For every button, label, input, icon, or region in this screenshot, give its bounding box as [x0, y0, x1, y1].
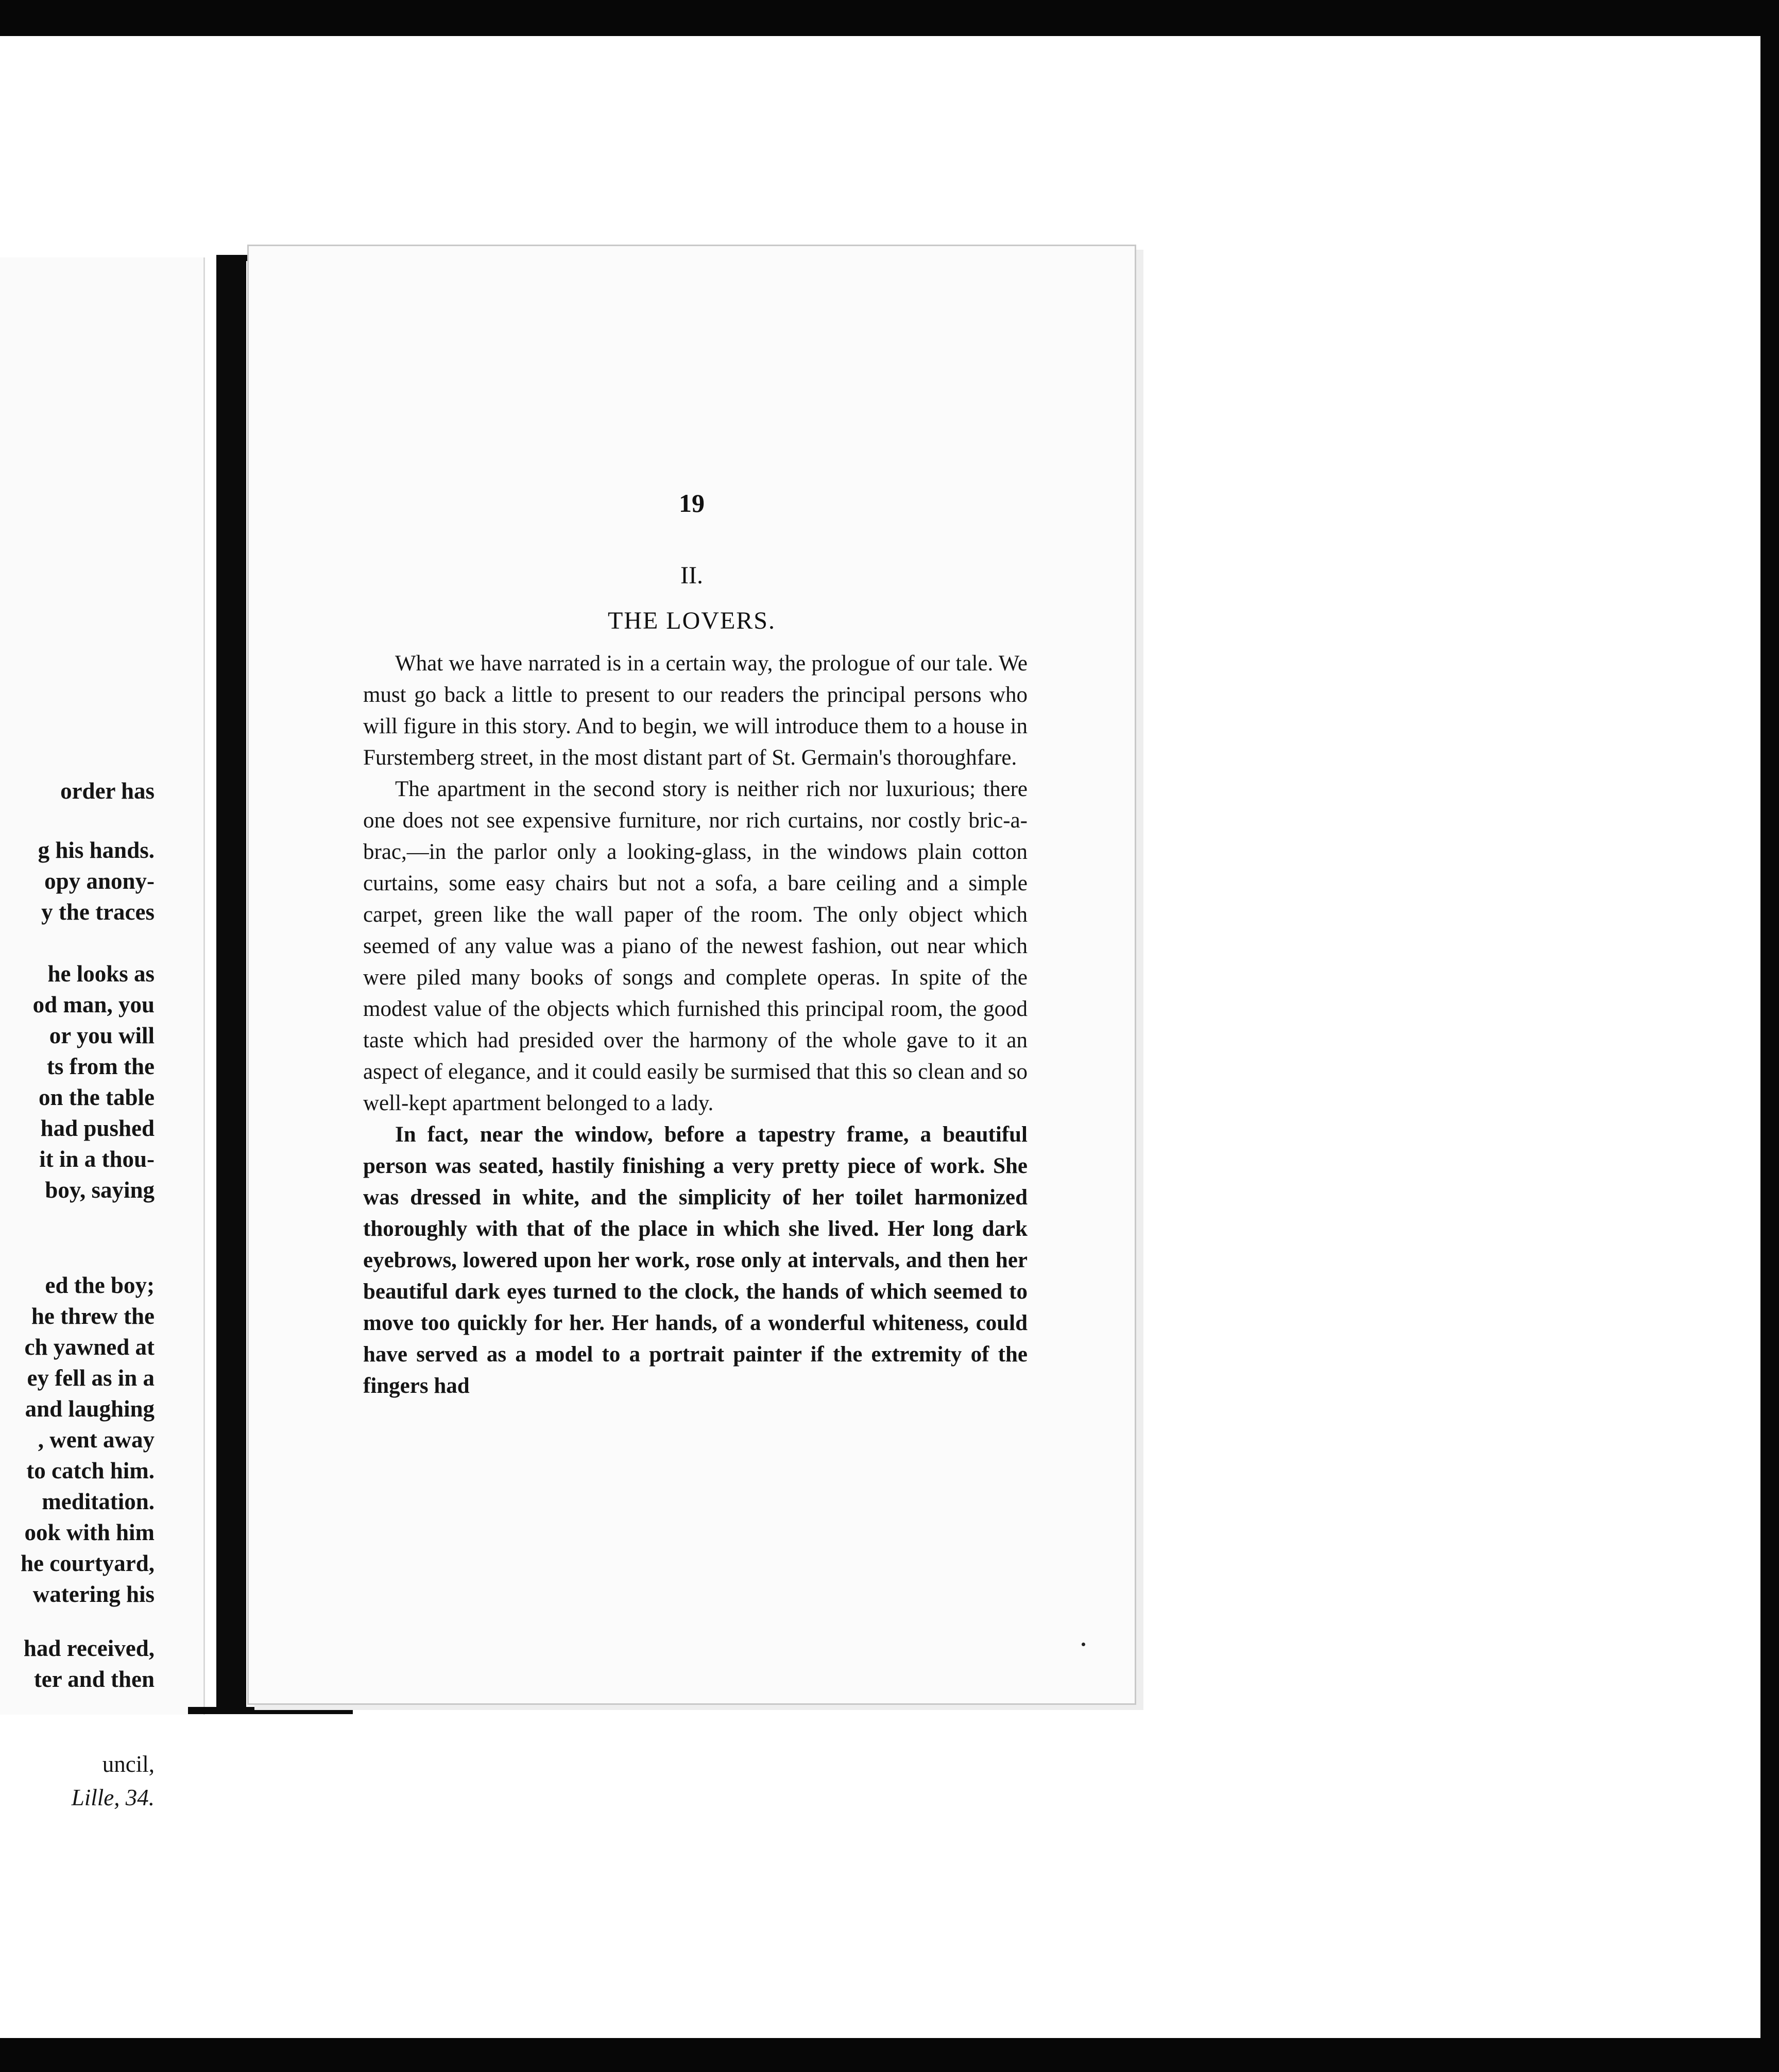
left-line: meditation. — [42, 1489, 155, 1514]
left-line: he threw the — [31, 1303, 155, 1329]
left-line: had pushed — [40, 1115, 155, 1141]
left-line: ch yawned at — [24, 1334, 155, 1360]
left-line: od man, you — [32, 992, 155, 1017]
film-speck — [1082, 1643, 1085, 1646]
left-line: to catch him. — [26, 1458, 155, 1483]
left-line: it in a thou- — [39, 1146, 155, 1172]
film-border-right — [1760, 36, 1779, 2039]
left-line: he courtyard, — [21, 1550, 155, 1576]
right-page — [247, 245, 1136, 1705]
left-line: had received, — [23, 1635, 155, 1661]
left-line: he looks as — [47, 961, 155, 987]
chapter-title: THE LOVERS. — [608, 607, 776, 634]
left-line: ts from the — [46, 1054, 155, 1079]
left-line: ey fell as in a — [27, 1365, 155, 1391]
left-line: watering his — [32, 1581, 155, 1607]
left-line: opy anony- — [44, 868, 155, 894]
left-line: ter and then — [33, 1666, 155, 1692]
paragraph: In fact, near the window, before a tapestry frame, a beautiful person was seated, hastily finishing a very pretty piece of work. She was dressed in white, and the simplicity of her toilet harmonized thoroughly with that of the place in which she lived. Her long dark eyebrows, lowered upon her work, rose only at intervals, and then her beautiful dark eyes turned to the clock, the hands of which seemed to move too quickly for her. Her hands, of a wonderful whiteness, could have served as a model to a portrait painter if the extremity of the fingers had — [363, 1123, 1028, 1398]
paragraph: What we have narrated is in a certain way, the prologue of our tale. We must go back a little to present to our readers the principal persons who will figure in this story. And to begin, we will introduce them to a house in Furstemberg street, in the most distant part of St. Germain's thoroughfare. — [363, 651, 1028, 770]
left-page-text — [0, 778, 203, 1843]
left-line: y the traces — [41, 899, 155, 925]
left-line: , went away — [38, 1427, 155, 1453]
chapter-number: II. — [680, 562, 703, 589]
left-line: ook with him — [24, 1520, 155, 1545]
page-number: 19 — [679, 489, 705, 517]
left-line: or you will — [49, 1023, 155, 1048]
left-line: g his hands. — [38, 837, 155, 863]
body-text — [363, 648, 1028, 1585]
left-line: uncil, — [102, 1751, 155, 1777]
film-border-bottom — [0, 2038, 1779, 2072]
left-line: on the table — [39, 1084, 155, 1110]
binding-gutter — [216, 260, 246, 1712]
film-border-top — [0, 0, 1779, 36]
left-line: and laughing — [25, 1396, 155, 1422]
binding-bracket-bottom — [188, 1707, 353, 1714]
paragraph: The apartment in the second story is neither rich nor luxurious; there one does not see expensive furniture, nor rich curtains, nor costly bric-a- brac,—in the parlor only a looking-glass, in the windows plain cotton curtains, some easy chairs but not a sofa, a bare ceiling and a simple carpet, green like the wall paper of the room. The only object which seemed of any value was a piano of the newest fashion, out near which were piled many books of songs and complete operas. In spite of the modest value of the objects which furnished this principal room, the good taste which had presided over the harmony of the whole gave to it an aspect of elegance, and it could easily be surmised that this so clean and so well-kept apartment belonged to a lady. — [363, 777, 1028, 1115]
left-line: ed the boy; — [45, 1272, 155, 1298]
left-line: order has — [60, 778, 155, 804]
left-line: Lille, 34. — [71, 1785, 155, 1810]
left-page — [0, 257, 205, 1810]
left-line: boy, saying — [45, 1177, 155, 1203]
